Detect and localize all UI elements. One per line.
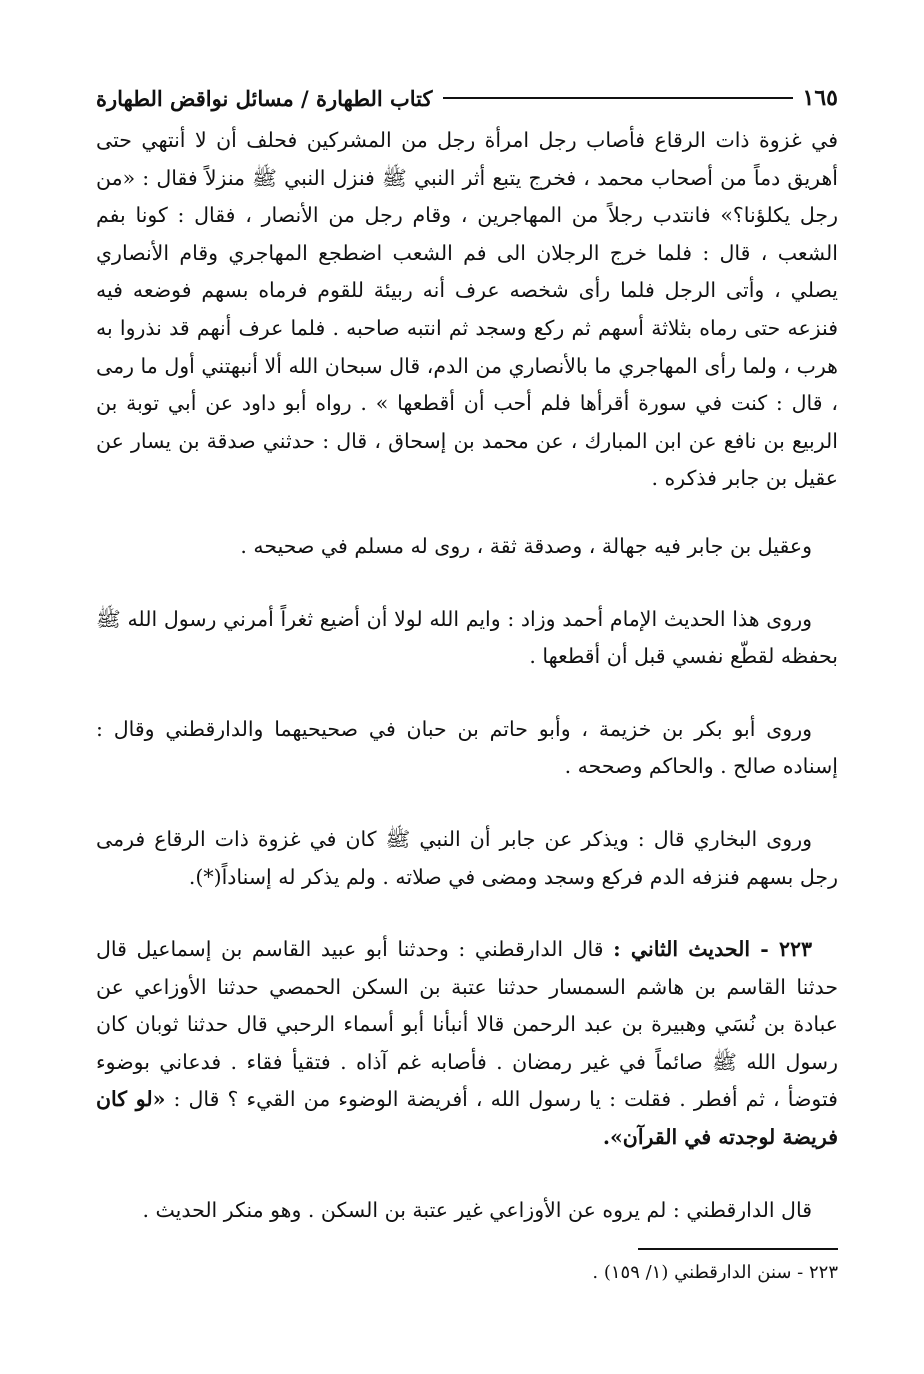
paragraph-text: في غزوة ذات الرقاع فأصاب رجل امرأة رجل من المشركين فحلف أن لا أنتهي حتى أهريق دماً من أصحاب محمد ، فخرج يتبع أثر النبي ﷺ فنزل النبي ﷺ منزلاً فقال : «من رجل يكلؤنا؟» فانتدب رجلاً من المهاجرين ، وقام رجل من الأنصار ، فقال : كونا بفم الشعب ، قال : فلما خرج الرجلان الى فم الشعب اضطجع المهاجري وقام الأنصاري يصلي ، وأتى الرجل فلما رأى شخصه عرف أنه ربيئة للقوم فرماه بسهم فوضعه فيه فنزعه حتى رماه بثلاثة أسهم ثم ركع وسجد ثم انتبه صاحبه . فلما عرف أنهم قد نذروا به هرب ، ولما رأى المهاجري ما بالأنصاري من الدم، قال سبحان الله ألا أنبهتني أول ما رمى ، قال : كنت في سورة أقرأها فلم أحب أن أقطعها » . رواه أبو داود عن أبي توبة بن الربيع بن نافع عن ابن المبارك ، عن محمد بن إسحاق ، قال : حدثني صدقة بن يسار عن عقيل بن جابر فذكره . bbox=[96, 128, 838, 491]
paragraph-text: وروى هذا الحديث الإمام أحمد وزاد : وايم الله لولا أن أضيع ثغراً أمرني رسول الله ﷺ بحفظه لقطّع نفسي قبل أن أقطعها . bbox=[96, 606, 838, 669]
paragraph-aqil-note bbox=[96, 528, 838, 566]
paragraph-text: قال الدارقطني : لم يروه عن الأوزاعي غير عتبة بن السكن . وهو منكر الحديث . bbox=[142, 1197, 812, 1222]
paragraph-text: وعقيل بن جابر فيه جهالة ، وصدقة ثقة ، روى له مسلم في صحيحه . bbox=[240, 533, 812, 558]
hadith-quote: «لو كان فريضة لوجدته في القرآن». bbox=[96, 1087, 838, 1150]
header-rule bbox=[443, 97, 793, 99]
paragraph-ibn-khuzaymah bbox=[96, 711, 838, 786]
footnote-separator bbox=[638, 1248, 838, 1250]
chapter-title: كتاب الطهارة / مسائل نواقض الطهارة bbox=[96, 85, 433, 111]
page-number: ١٦٥ bbox=[802, 85, 838, 111]
hadith-number-label: ٢٢٣ - الحديث الثاني : bbox=[613, 937, 812, 962]
running-header bbox=[96, 78, 838, 118]
paragraph-hadith-narrative bbox=[96, 122, 838, 498]
paragraph-bukhari bbox=[96, 821, 838, 896]
paragraph-ahmad-narration bbox=[96, 601, 838, 676]
footnote: ٢٢٣ - سنن الدارقطني (١/ ١٥٩) . bbox=[592, 1262, 838, 1283]
paragraph-second-hadith bbox=[96, 931, 838, 1157]
paragraph-text: وروى أبو بكر بن خزيمة ، وأبو حاتم بن حبان في صحيحيهما والدارقطني وقال : إسناده صالح . والحاكم وصححه . bbox=[96, 716, 838, 779]
paragraph-daraqutni-note bbox=[96, 1192, 838, 1230]
hadith-text: قال الدارقطني : وحدثنا أبو عبيد القاسم بن إسماعيل قال حدثنا القاسم بن هاشم السمسار حدثنا عتبة بن السكن الحمصي حدثنا الأوزاعي عن عبادة بن نُسَي وهبيرة بن عبد الرحمن قالا أنبأنا أبو أسماء الرحبي قال حدثنا ثوبان كان رسول الله ﷺ صائماً في غير رمضان . فأصابه غم آذاه . فتقيأ فقاء . فدعاني بوضوء فتوضأ ، ثم أفطر . فقلت : يا رسول الله ، أفريضة الوضوء من القيء ؟ قال : bbox=[96, 937, 838, 1112]
paragraph-text: وروى البخاري قال : ويذكر عن جابر أن النبي ﷺ كان في غزوة ذات الرقاع فرمى رجل بسهم فنزفه الدم فركع وسجد ومضى في صلاته . ولم يذكر له إسناداً(*). bbox=[96, 826, 838, 889]
paragraph-text bbox=[96, 931, 838, 1157]
page-body bbox=[96, 122, 838, 1264]
